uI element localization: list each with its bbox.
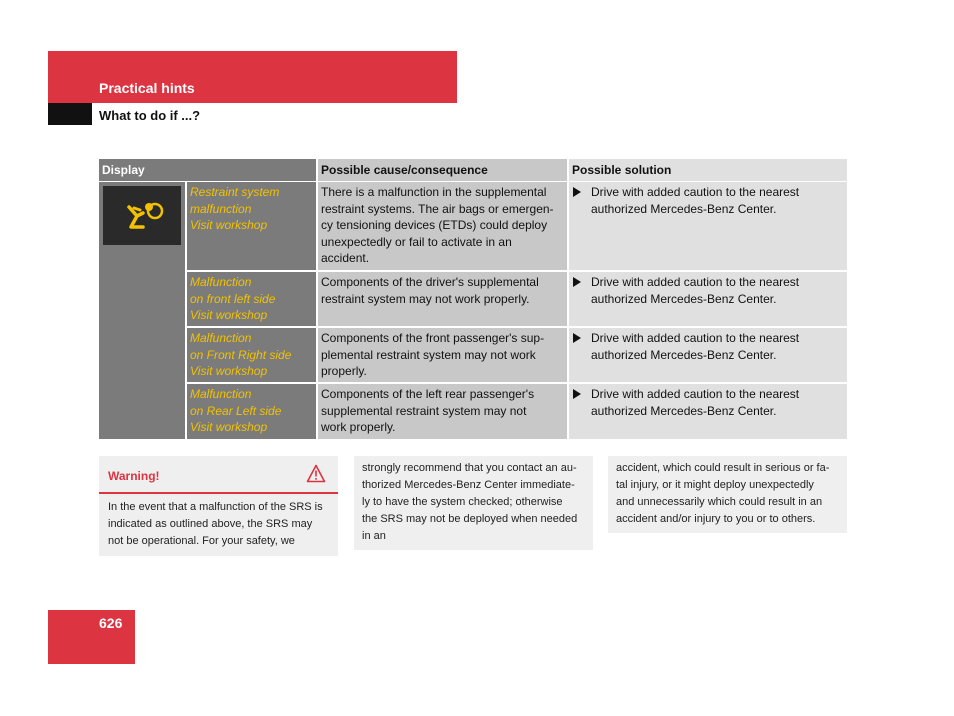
cause-line: work properly. — [321, 420, 396, 435]
cause-line: accident. — [321, 251, 370, 266]
cause-row-4 — [318, 384, 567, 439]
cause-line: supplemental restraint system may not — [321, 403, 527, 418]
warning-line: tal injury, or it might deploy unexpectedly — [616, 479, 814, 491]
display-line: on Front Right side — [190, 347, 292, 362]
cause-row-2 — [318, 272, 567, 326]
cause-line: restraint system may not work properly. — [321, 291, 530, 306]
warning-line: indicated as outlined above, the SRS may — [108, 518, 313, 530]
warning-line: not be operational. For your safety, we — [108, 535, 295, 547]
solution-line: Drive with added caution to the nearest — [591, 331, 800, 345]
subsection-title: What to do if ...? — [99, 108, 201, 123]
warning-line: the SRS may not be deployed when needed — [362, 513, 578, 525]
cause-line: Components of the front passenger's sup- — [321, 331, 545, 345]
display-line: on front left side — [190, 291, 276, 306]
solution-line: Drive with added caution to the nearest — [591, 387, 800, 401]
warning-header — [99, 456, 338, 494]
solution-row-1 — [569, 182, 847, 270]
solution-line: Drive with added caution to the nearest — [591, 275, 800, 289]
display-icon-column — [99, 182, 185, 439]
display-line: Malfunction — [190, 275, 252, 289]
warning-text-col3 — [608, 456, 847, 533]
warning-text-col2 — [354, 456, 593, 550]
cause-line: unexpectedly or fail to activate in an — [321, 234, 512, 249]
solution-row-2 — [569, 272, 847, 326]
header-cause: Possible cause/consequence — [318, 159, 567, 181]
display-row-4 — [187, 384, 316, 439]
warning-line: in an — [362, 530, 386, 542]
cause-line: cy tensioning devices (ETDs) could deploy — [321, 218, 548, 233]
page-number: 626 — [99, 615, 123, 631]
warning-panel — [99, 456, 338, 556]
display-row-3 — [187, 328, 316, 382]
warning-line: accident and/or injury to you or to others. — [616, 513, 816, 525]
cause-row-1 — [318, 182, 567, 270]
display-line: Malfunction — [190, 387, 252, 401]
warning-line: In the event that a malfunction of the SRS is — [108, 501, 323, 513]
section-tab-marker — [48, 103, 92, 125]
bullet-arrow-icon — [573, 277, 581, 287]
cause-line: Components of the driver's supplemental — [321, 275, 539, 289]
solution-row-4 — [569, 384, 847, 439]
display-line: malfunction — [190, 201, 252, 216]
cause-line: plemental restraint system may not work — [321, 347, 536, 362]
warning-triangle-icon — [306, 464, 326, 489]
header-display: Display — [99, 159, 316, 181]
display-row-1 — [187, 182, 316, 270]
cause-line: properly. — [321, 364, 367, 379]
warning-title: Warning! — [108, 469, 160, 483]
srs-display-table — [99, 159, 847, 439]
solution-row-3 — [569, 328, 847, 382]
bullet-arrow-icon — [573, 187, 581, 197]
display-line: Visit workshop — [190, 420, 268, 435]
solution-line: authorized Mercedes-Benz Center. — [591, 347, 777, 362]
warning-line: thorized Mercedes-Benz Center immediate- — [362, 479, 575, 491]
bullet-arrow-icon — [573, 389, 581, 399]
display-line: Restraint system — [190, 185, 280, 199]
solution-line: authorized Mercedes-Benz Center. — [591, 291, 777, 306]
solution-line: authorized Mercedes-Benz Center. — [591, 201, 777, 216]
warning-text-col1 — [108, 499, 333, 550]
display-row-2 — [187, 272, 316, 326]
display-line: Visit workshop — [190, 308, 268, 323]
display-line: on Rear Left side — [190, 403, 282, 418]
header-solution: Possible solution — [569, 159, 847, 181]
warning-line: and unnecessarily which could result in an — [616, 496, 823, 508]
bullet-arrow-icon — [573, 333, 581, 343]
warning-line: accident, which could result in serious or fa- — [616, 462, 830, 474]
cause-line: There is a malfunction in the supplemental — [321, 185, 547, 199]
airbag-warning-icon — [103, 186, 181, 245]
cause-row-3 — [318, 328, 567, 382]
display-line: Visit workshop — [190, 218, 268, 233]
section-title: Practical hints — [99, 80, 195, 96]
solution-line: Drive with added caution to the nearest — [591, 185, 800, 199]
warning-line: ly to have the system checked; otherwise — [362, 496, 563, 508]
solution-line: authorized Mercedes-Benz Center. — [591, 403, 777, 418]
display-line: Malfunction — [190, 331, 252, 345]
cause-line: Components of the left rear passenger's — [321, 387, 535, 401]
cause-line: restraint systems. The air bags or emergen- — [321, 201, 554, 216]
display-line: Visit workshop — [190, 364, 268, 379]
warning-line: strongly recommend that you contact an au- — [362, 462, 577, 474]
